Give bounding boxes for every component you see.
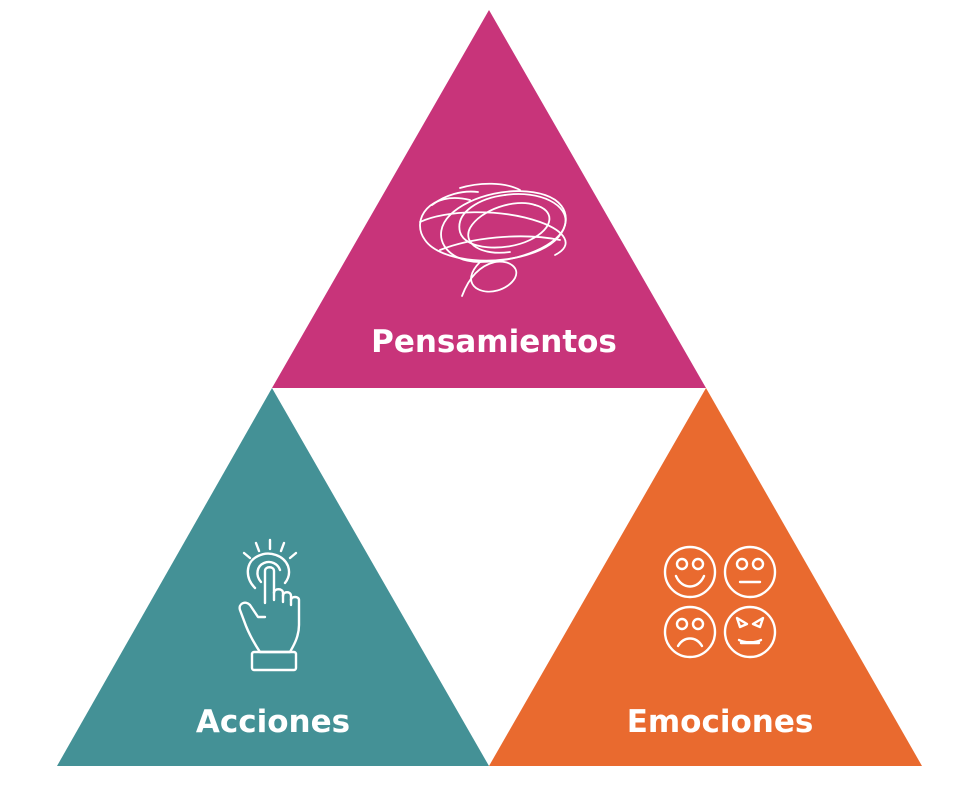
label-acciones: Acciones [195, 704, 351, 740]
node-emociones [489, 388, 922, 766]
node-pensamientos [272, 10, 706, 388]
label-emociones: Emociones [626, 704, 814, 740]
label-pensamientos: Pensamientos [371, 324, 617, 360]
node-acciones [57, 388, 489, 766]
